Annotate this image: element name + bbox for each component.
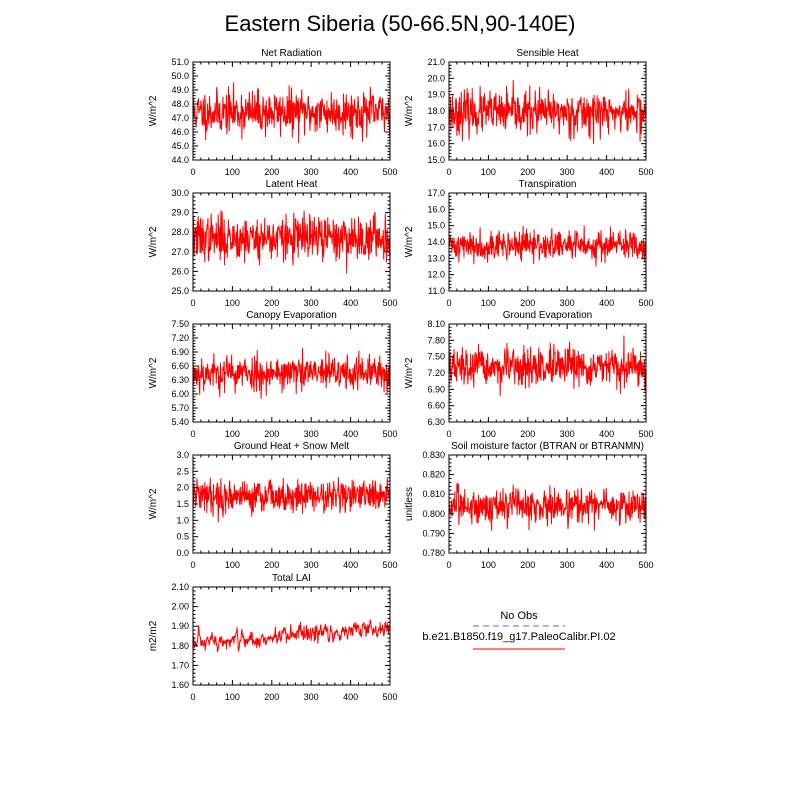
legend <box>422 610 615 649</box>
x-tick-label: 400 <box>599 167 615 177</box>
y-tick-label: 2.0 <box>176 482 189 493</box>
y-tick-label: 51.0 <box>171 57 189 67</box>
x-tick-label: 100 <box>480 429 496 439</box>
panel-canopy-evaporation <box>148 310 398 439</box>
x-tick-label: 200 <box>264 692 280 702</box>
y-axis-label: W/m^2 <box>404 95 415 127</box>
y-tick-label: 46.0 <box>171 127 189 137</box>
y-tick-label: 11.0 <box>428 286 445 296</box>
x-tick-label: 300 <box>303 692 319 702</box>
x-tick-label: 500 <box>638 560 654 570</box>
x-tick-label: 0 <box>190 560 196 570</box>
y-tick-label: 0.830 <box>422 450 445 460</box>
x-tick-label: 0 <box>446 167 452 177</box>
y-tick-label: 15.0 <box>427 155 445 165</box>
panel-total-lai <box>148 573 398 702</box>
x-tick-label: 0 <box>446 560 452 570</box>
x-tick-label: 200 <box>264 560 280 570</box>
y-tick-label: 2.00 <box>171 601 189 612</box>
x-tick-label: 100 <box>224 560 240 570</box>
y-tick-label: 6.60 <box>427 400 445 411</box>
x-tick-label: 300 <box>559 560 575 570</box>
panel-title: Ground Evaporation <box>502 310 593 321</box>
x-tick-label: 100 <box>224 298 240 308</box>
x-tick-label: 500 <box>382 298 398 308</box>
x-tick-label: 500 <box>382 560 398 570</box>
y-tick-label: 1.60 <box>171 680 189 690</box>
y-axis-label: W/m^2 <box>404 357 415 389</box>
y-tick-label: 14.0 <box>427 237 445 247</box>
series-line <box>449 483 646 530</box>
x-tick-label: 400 <box>599 429 615 439</box>
x-tick-label: 200 <box>264 298 280 308</box>
panel-title: Soil moisture factor (BTRAN or BTRANMN) <box>451 441 644 452</box>
y-tick-label: 12.0 <box>427 269 445 280</box>
x-tick-label: 500 <box>638 429 654 439</box>
x-tick-label: 100 <box>480 167 496 177</box>
y-tick-label: 1.90 <box>171 621 189 632</box>
x-tick-label: 300 <box>303 560 319 570</box>
panel-title: Total LAI <box>272 573 311 584</box>
x-tick-label: 400 <box>599 298 615 308</box>
y-axis-label: W/m^2 <box>148 357 159 389</box>
x-tick-label: 300 <box>303 298 319 308</box>
y-tick-label: 47.0 <box>171 113 189 123</box>
y-tick-label: 0.820 <box>422 469 445 480</box>
x-tick-label: 100 <box>224 429 240 439</box>
series-line <box>449 80 646 144</box>
panel-title: Sensible Heat <box>516 48 579 59</box>
y-tick-label: 27.0 <box>171 246 189 257</box>
series-line <box>193 210 390 273</box>
series-line <box>193 620 390 652</box>
y-tick-label: 25.0 <box>171 286 189 296</box>
y-tick-label: 8.10 <box>427 319 445 329</box>
panel-title: Canopy Evaporation <box>246 310 337 321</box>
y-tick-label: 26.0 <box>171 266 189 277</box>
x-tick-label: 0 <box>190 692 196 702</box>
x-tick-label: 500 <box>382 692 398 702</box>
y-tick-label: 6.30 <box>171 375 189 385</box>
y-axis-label: W/m^2 <box>148 95 159 127</box>
y-tick-label: 45.0 <box>171 141 189 151</box>
y-tick-label: 50.0 <box>171 71 189 81</box>
x-tick-label: 400 <box>343 429 359 439</box>
y-tick-label: 0.780 <box>422 548 445 558</box>
panel-title: Transpiration <box>518 179 577 190</box>
x-tick-label: 0 <box>190 429 196 439</box>
panel-title: Net Radiation <box>261 48 322 59</box>
x-tick-label: 200 <box>264 429 280 439</box>
panel-net-radiation <box>148 48 398 177</box>
y-tick-label: 17.0 <box>427 122 445 133</box>
y-axis-label: W/m^2 <box>148 226 159 258</box>
x-tick-label: 200 <box>520 167 536 177</box>
panel-title: Ground Heat + Snow Melt <box>233 441 350 452</box>
y-tick-label: 18.0 <box>427 106 445 116</box>
x-tick-label: 500 <box>638 298 654 308</box>
y-tick-label: 3.0 <box>176 450 189 460</box>
y-tick-label: 49.0 <box>171 85 189 95</box>
y-tick-label: 0.790 <box>422 528 445 539</box>
x-tick-label: 500 <box>382 167 398 177</box>
x-tick-label: 300 <box>559 298 575 308</box>
x-tick-label: 500 <box>382 429 398 439</box>
y-tick-label: 29.0 <box>171 207 189 218</box>
y-tick-label: 7.50 <box>427 351 445 362</box>
y-tick-label: 2.10 <box>171 582 189 592</box>
y-tick-label: 0.810 <box>422 489 445 500</box>
panel-title: Latent Heat <box>265 179 318 190</box>
series-line <box>193 477 390 522</box>
legend-label-no-obs: No Obs <box>500 610 538 622</box>
x-tick-label: 100 <box>224 167 240 177</box>
y-tick-label: 2.5 <box>176 466 189 477</box>
legend-label-model: b.e21.B1850.f19_g17.PaleoCalibr.PI.02 <box>422 631 616 643</box>
y-axis-label: m2/m2 <box>148 620 159 652</box>
y-tick-label: 0.0 <box>176 548 189 558</box>
y-tick-label: 44.0 <box>171 155 189 165</box>
y-tick-label: 16.0 <box>427 204 445 215</box>
y-tick-label: 1.0 <box>176 515 189 526</box>
x-tick-label: 300 <box>559 167 575 177</box>
panel-ground-heat-snow-melt <box>148 441 398 570</box>
x-tick-label: 200 <box>520 298 536 308</box>
series-line <box>449 225 646 266</box>
y-axis-label: unitless <box>404 487 415 521</box>
y-tick-label: 30.0 <box>171 188 189 198</box>
y-tick-label: 6.00 <box>171 389 189 399</box>
x-tick-label: 500 <box>638 167 654 177</box>
x-tick-label: 100 <box>480 560 496 570</box>
y-tick-label: 0.5 <box>176 531 189 542</box>
series-line <box>193 348 390 399</box>
y-tick-label: 1.80 <box>171 640 189 651</box>
y-tick-label: 19.0 <box>427 89 445 100</box>
y-tick-label: 7.20 <box>427 368 445 378</box>
x-tick-label: 300 <box>303 167 319 177</box>
x-tick-label: 400 <box>599 560 615 570</box>
panel-sensible-heat <box>404 48 654 177</box>
x-tick-label: 200 <box>520 429 536 439</box>
x-tick-label: 300 <box>559 429 575 439</box>
y-tick-label: 7.50 <box>171 319 189 329</box>
y-tick-label: 16.0 <box>427 138 445 149</box>
y-tick-label: 5.70 <box>171 403 189 413</box>
y-tick-label: 7.80 <box>427 335 445 346</box>
y-tick-label: 6.60 <box>171 361 189 371</box>
x-tick-label: 300 <box>303 429 319 439</box>
x-tick-label: 400 <box>343 692 359 702</box>
panel-transpiration <box>404 179 654 308</box>
y-tick-label: 5.40 <box>171 417 189 427</box>
y-axis-label: W/m^2 <box>148 488 159 520</box>
series-line <box>449 336 646 396</box>
x-tick-label: 100 <box>224 692 240 702</box>
y-tick-label: 6.90 <box>171 347 189 357</box>
y-axis-label: W/m^2 <box>404 226 415 258</box>
x-tick-label: 200 <box>520 560 536 570</box>
series-line <box>193 83 390 144</box>
y-tick-label: 7.20 <box>171 333 189 343</box>
y-tick-label: 1.70 <box>171 660 189 671</box>
y-tick-label: 21.0 <box>427 57 445 67</box>
y-tick-label: 20.0 <box>427 73 445 84</box>
x-tick-label: 0 <box>446 298 452 308</box>
panel-latent-heat <box>148 179 398 308</box>
x-tick-label: 400 <box>343 167 359 177</box>
y-tick-label: 0.800 <box>422 508 445 519</box>
panel-ground-evaporation <box>404 310 654 439</box>
x-tick-label: 100 <box>480 298 496 308</box>
x-tick-label: 0 <box>446 429 452 439</box>
y-tick-label: 48.0 <box>171 99 189 109</box>
y-tick-label: 13.0 <box>427 253 445 264</box>
panel-soil-moisture-factor-btran-or-btranmn <box>404 441 654 570</box>
y-tick-label: 6.30 <box>427 417 445 427</box>
x-tick-label: 400 <box>343 560 359 570</box>
x-tick-label: 200 <box>264 167 280 177</box>
panels <box>148 48 654 702</box>
y-tick-label: 15.0 <box>427 220 445 231</box>
y-tick-label: 28.0 <box>171 227 189 238</box>
figure-title: Eastern Siberia (50-66.5N,90-140E) <box>224 11 576 36</box>
y-tick-label: 6.90 <box>427 384 445 395</box>
y-tick-label: 1.5 <box>176 499 189 509</box>
x-tick-label: 0 <box>190 298 196 308</box>
x-tick-label: 400 <box>343 298 359 308</box>
y-tick-label: 17.0 <box>427 188 445 198</box>
x-tick-label: 0 <box>190 167 196 177</box>
